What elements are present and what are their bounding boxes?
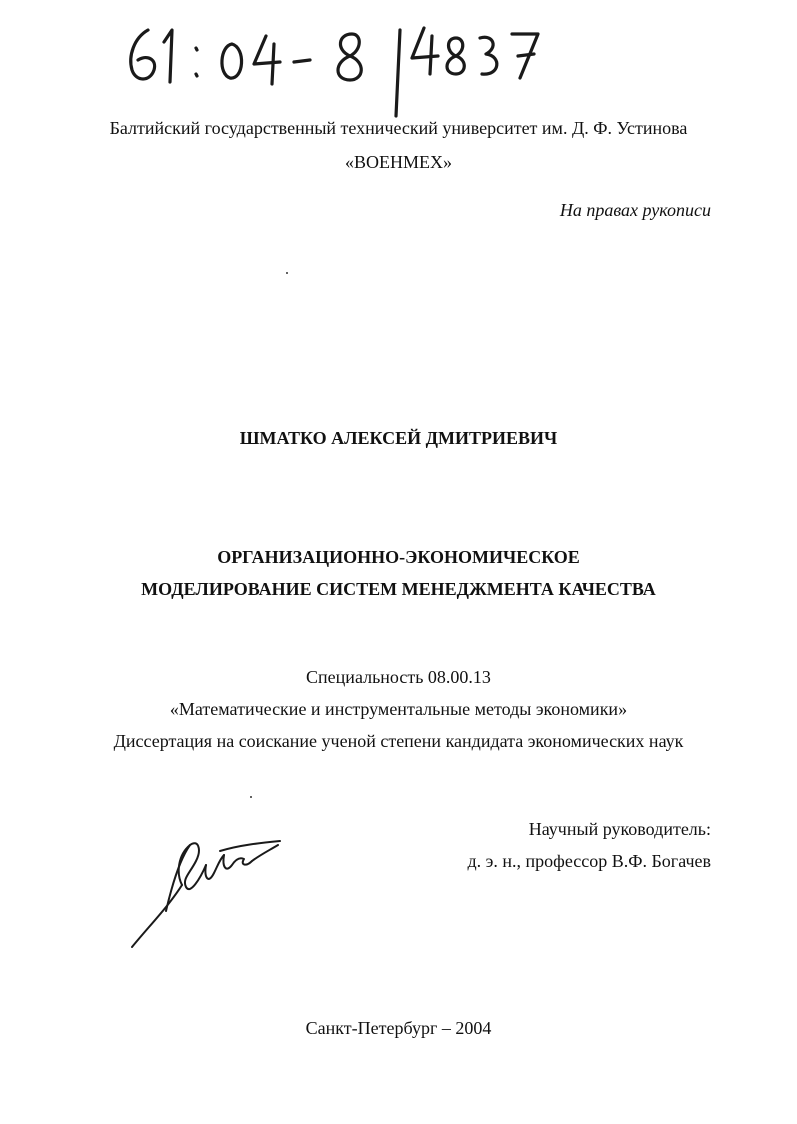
institution-line-1: Балтийский государственный технический университет им. Д. Ф. Устинова (109, 118, 688, 138)
degree-statement: Диссертация на соискание ученой степени кандидата экономических наук (113, 731, 684, 751)
specialty-code: Специальность 08.00.13 (306, 667, 491, 687)
supervisor-label: Научный руководитель: (528, 819, 711, 839)
specialty-name: «Математические и инструментальные методы экономики» (169, 699, 628, 719)
title-line-1: ОРГАНИЗАЦИОННО-ЭКОНОМИЧЕСКОЕ (217, 547, 580, 567)
place-and-year: Санкт-Петербург – 2004 (305, 1018, 492, 1038)
handwritten-signature (120, 815, 290, 960)
author-name: ШМАТКО АЛЕКСЕЙ ДМИТРИЕВИЧ (239, 428, 558, 448)
scan-speck (286, 272, 288, 274)
supervisor-name: д. э. н., профессор В.Ф. Богачев (467, 851, 711, 871)
handwritten-archive-code (120, 8, 550, 120)
title-line-2: МОДЕЛИРОВАНИЕ СИСТЕМ МЕНЕДЖМЕНТА КАЧЕСТВА (141, 579, 656, 599)
institution-line-2: «ВОЕНМЕХ» (345, 152, 452, 172)
manuscript-note: На правах рукописи (559, 200, 711, 220)
scan-speck (250, 796, 252, 798)
